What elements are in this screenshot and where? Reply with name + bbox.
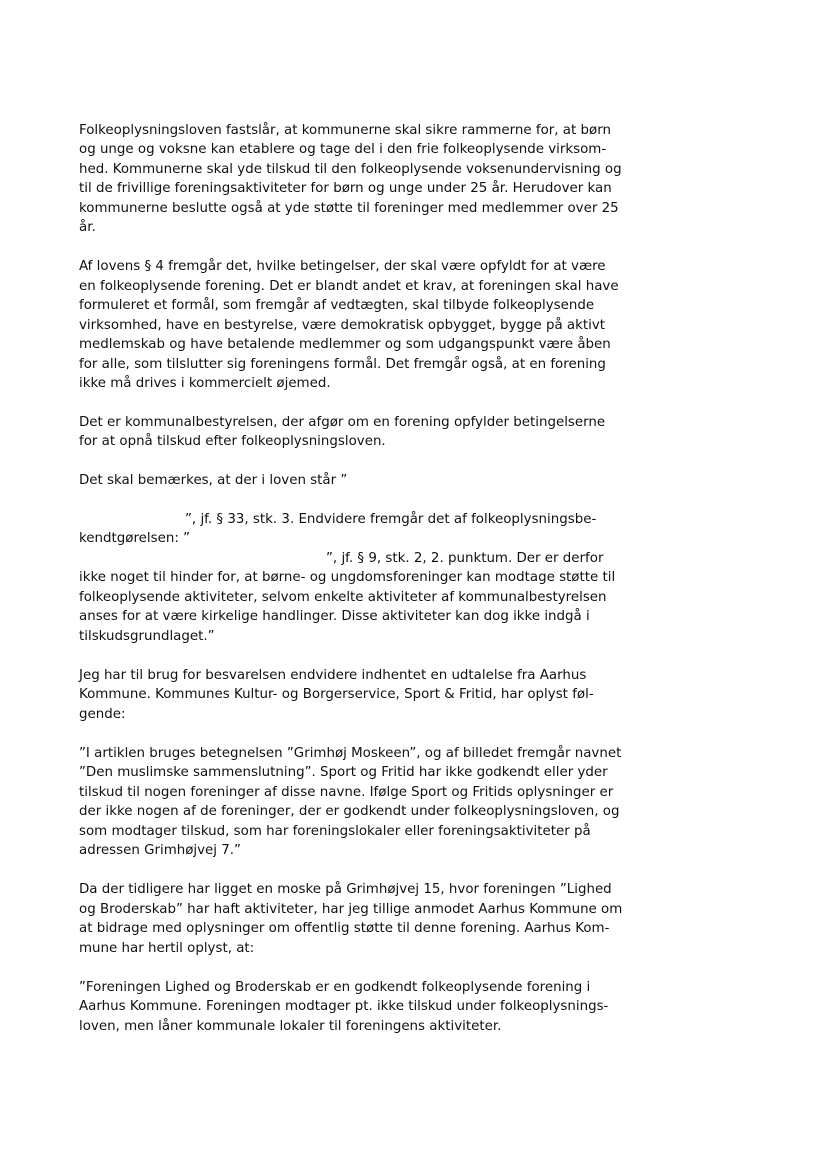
text-line: år.: [79, 220, 96, 235]
text-line: der ikke nogen af de foreninger, der er godkendt under folkeoplysningsloven, og: [79, 804, 620, 819]
text-line: Da der tidligere har ligget en moske på Grimhøjvej 15, hvor foreningen ”Lighed: [79, 882, 612, 897]
text-line: gende:: [79, 707, 126, 722]
text-line: som modtager tilskud, som har foreningslokaler eller foreningsaktiviteter på: [79, 824, 591, 839]
text-line: ikke må drives i kommercielt øjemed.: [79, 376, 331, 391]
text-line: ikke noget til hinder for, at børne- og ungdomsforeninger kan modtage støtte til: [79, 570, 616, 585]
text-line: mune har hertil oplyst, at:: [79, 941, 255, 956]
text-line: Det er kommunalbestyrelsen, der afgør om en forening opfylder betingelserne: [79, 415, 606, 430]
text-line: kendtgørelsen: ”: [79, 531, 191, 546]
text-line: ”, jf. § 9, stk. 2, 2. punktum. Der er derfor: [326, 551, 604, 566]
text-line: loven, men låner kommunale lokaler til foreningens aktiviteter.: [79, 1019, 502, 1034]
text-line: Folkeoplysningsloven fastslår, at kommunerne skal sikre rammerne for, at børn: [79, 123, 611, 138]
text-line: Det skal bemærkes, at der i loven står ”: [79, 473, 348, 488]
text-line: tilskud til nogen foreninger af disse navne. Ifølge Sport og Fritids oplysninger er: [79, 785, 614, 800]
text-line: hed. Kommunerne skal yde tilskud til den folkeoplysende voksenundervisning og: [79, 162, 622, 177]
text-line: virksomhed, have en bestyrelse, være demokratisk opbygget, bygge på aktivt: [79, 318, 606, 333]
text-line: for at opnå tilskud efter folkeoplysningsloven.: [79, 434, 386, 449]
text-line: ”Foreningen Lighed og Broderskab er en godkendt folkeoplysende forening i: [79, 980, 591, 995]
text-line: adressen Grimhøjvej 7.”: [79, 843, 241, 858]
text-line: ”I artiklen bruges betegnelsen ”Grimhøj Moskeen”, og af billedet fremgår navnet: [79, 746, 622, 761]
text-line: ”, jf. § 33, stk. 3. Endvidere fremgår det af folkeoplysningsbe-: [185, 512, 597, 527]
text-line: anses for at være kirkelige handlinger. Disse aktiviteter kan dog ikke indgå i: [79, 609, 590, 624]
text-line: Jeg har til brug for besvarelsen endvidere indhentet en udtalelse fra Aarhus: [79, 668, 587, 683]
text-line: tilskudsgrundlaget.”: [79, 629, 215, 644]
text-line: for alle, som tilslutter sig foreningens formål. Det fremgår også, at en forening: [79, 357, 606, 372]
text-line: en folkeoplysende forening. Det er blandt andet et krav, at foreningen skal have: [79, 279, 619, 294]
text-line: ”Den muslimske sammenslutning”. Sport og Fritid har ikke godkendt eller yder: [79, 765, 608, 780]
text-line: medlemskab og have betalende medlemmer og som udgangspunkt være åben: [79, 337, 611, 352]
text-line: at bidrage med oplysninger om offentlig støtte til denne forening. Aarhus Kom-: [79, 921, 610, 936]
text-line: formuleret et formål, som fremgår af vedtægten, skal tilbyde folkeoplysende: [79, 298, 595, 313]
text-line: til de frivillige foreningsaktiviteter for børn og unge under 25 år. Herudover kan: [79, 181, 612, 196]
text-line: Af lovens § 4 fremgår det, hvilke betingelser, der skal være opfyldt for at være: [79, 259, 606, 274]
text-line: kommunerne beslutte også at yde støtte til foreninger med medlemmer over 25: [79, 201, 619, 216]
text-line: folkeoplysende aktiviteter, selvom enkelte aktiviteter af kommunalbestyrelsen: [79, 590, 607, 605]
text-line: og Broderskab” har haft aktiviteter, har jeg tillige anmodet Aarhus Kommune om: [79, 902, 623, 917]
text-line: Aarhus Kommune. Foreningen modtager pt. ikke tilskud under folkeoplysnings-: [79, 999, 609, 1014]
text-line: Kommune. Kommunes Kultur- og Borgerservice, Sport & Fritid, har oplyst føl-: [79, 687, 594, 702]
text-line: og unge og voksne kan etablere og tage del i den frie folkeoplysende virksom-: [79, 142, 607, 157]
